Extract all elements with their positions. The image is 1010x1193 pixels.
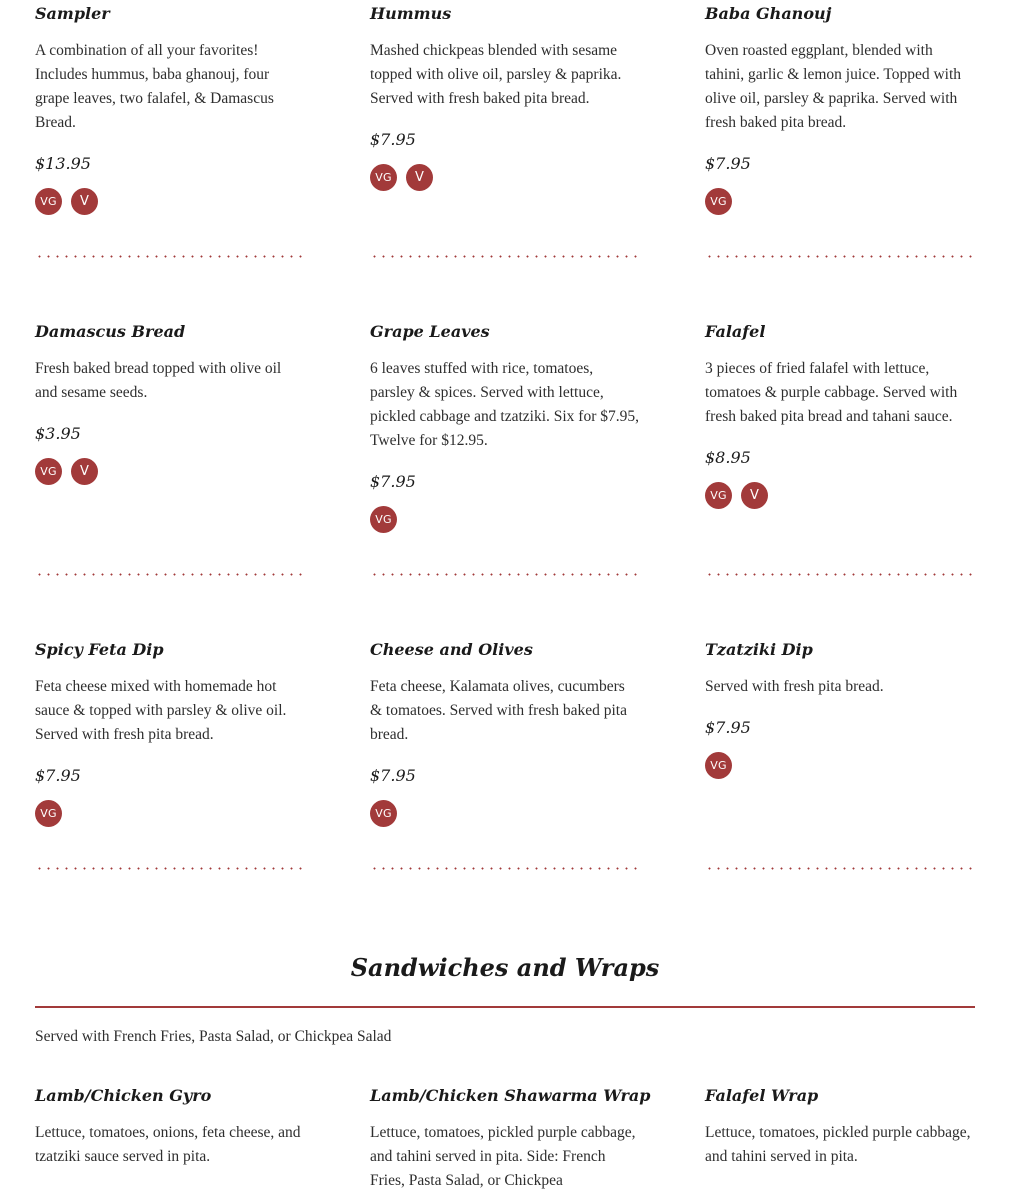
menu-item-hummus [370, 0, 640, 191]
item-description: 6 leaves stuffed with rice, tomatoes, parsley & spices. Served with lettuce, pickled cabbage and tzatziki. Six for $7.95, Twelve for $12.95. [370, 360, 640, 449]
item-price: $3.95 [35, 424, 81, 443]
item-description: Mashed chickpeas blended with sesame topped with olive oil, parsley & paprika. Served with fresh baked pita bread. [370, 42, 622, 107]
item-name: Hummus [370, 4, 452, 23]
item-description: Lettuce, tomatoes, pickled purple cabbage, and tahini served in pita. Side: French Fries, Pasta Salad, or Chickpea [370, 1124, 636, 1189]
item-price: $7.95 [705, 718, 751, 737]
item-price: $7.95 [370, 472, 416, 491]
dotted-divider [35, 867, 305, 870]
diet-badges [705, 188, 975, 215]
item-price: $7.95 [705, 154, 751, 173]
item-description: 3 pieces of fried falafel with lettuce, tomatoes & purple cabbage. Served with fresh baked pita bread and tahani sauce. [705, 360, 958, 425]
vegan-badge: V [741, 482, 768, 509]
item-name: Tzatziki Dip [705, 640, 813, 659]
vegetarian-badge: VG [705, 482, 732, 509]
diet-badges [370, 164, 640, 191]
diet-badges [705, 752, 975, 779]
section-divider [35, 1006, 975, 1008]
section-note: Served with French Fries, Pasta Salad, or Chickpea Salad [35, 1028, 392, 1045]
vegetarian-badge: VG [370, 164, 397, 191]
item-name: Baba Ghanouj [705, 4, 832, 23]
dotted-divider [370, 867, 640, 870]
item-name: Grape Leaves [370, 322, 490, 341]
section-title: Sandwiches and Wraps [350, 953, 660, 982]
item-name: Sampler [35, 4, 110, 23]
vegetarian-badge: VG [370, 506, 397, 533]
dotted-divider [705, 573, 975, 576]
menu-item-spicy-feta-dip [35, 636, 305, 827]
vegan-badge: V [406, 164, 433, 191]
menu-item-falafel [705, 318, 975, 509]
vegan-badge: V [71, 458, 98, 485]
dotted-divider [35, 573, 305, 576]
vegetarian-badge: VG [35, 458, 62, 485]
dotted-divider [370, 573, 640, 576]
item-price: $7.95 [35, 766, 81, 785]
menu-item-shawarma-wrap [370, 1082, 651, 1193]
diet-badges [35, 800, 305, 827]
dotted-divider [35, 255, 305, 258]
item-description: Served with fresh pita bread. [705, 678, 884, 695]
item-description: Fresh baked bread topped with olive oil and sesame seeds. [35, 360, 282, 401]
item-description: Lettuce, tomatoes, pickled purple cabbage, and tahini served in pita. [705, 1124, 971, 1165]
item-name: Cheese and Olives [370, 640, 533, 659]
item-description: Lettuce, tomatoes, onions, feta cheese, and tzatziki sauce served in pita. [35, 1124, 301, 1165]
menu-item-cheese-and-olives [370, 636, 640, 827]
item-description: Oven roasted eggplant, blended with tahini, garlic & lemon juice. Topped with olive oil, parsley & paprika. Served with fresh baked pita bread. [705, 42, 962, 131]
dotted-divider [370, 255, 640, 258]
item-name: Lamb/Chicken Shawarma Wrap [370, 1086, 651, 1105]
vegetarian-badge: VG [370, 800, 397, 827]
vegetarian-badge: VG [705, 188, 732, 215]
diet-badges [35, 188, 305, 215]
vegan-badge: V [71, 188, 98, 215]
item-price: $7.95 [370, 766, 416, 785]
item-price: $8.95 [705, 448, 751, 467]
menu-item-gyro [35, 1082, 305, 1169]
dotted-divider [705, 867, 975, 870]
item-name: Falafel Wrap [705, 1086, 819, 1105]
menu-item-grape-leaves [370, 318, 640, 533]
menu-item-damascus-bread [35, 318, 305, 485]
vegetarian-badge: VG [35, 800, 62, 827]
item-name: Falafel [705, 322, 766, 341]
item-price: $13.95 [35, 154, 91, 173]
item-description: Feta cheese mixed with homemade hot sauce & topped with parsley & olive oil. Served with fresh pita bread. [35, 678, 287, 743]
item-description: Feta cheese, Kalamata olives, cucumbers & tomatoes. Served with fresh baked pita bread. [370, 678, 627, 743]
item-name: Lamb/Chicken Gyro [35, 1086, 212, 1105]
item-description: A combination of all your favorites! Includes hummus, baba ghanouj, four grape leaves, two falafel, & Damascus Bread. [35, 42, 274, 131]
menu-item-tzatziki-dip [705, 636, 975, 779]
dotted-divider [705, 255, 975, 258]
menu-item-baba-ghanouj [705, 0, 975, 215]
vegetarian-badge: VG [705, 752, 732, 779]
diet-badges [370, 800, 640, 827]
item-name: Damascus Bread [35, 322, 186, 341]
vegetarian-badge: VG [35, 188, 62, 215]
menu-item-sampler [35, 0, 305, 215]
item-name: Spicy Feta Dip [35, 640, 164, 659]
item-price: $7.95 [370, 130, 416, 149]
diet-badges [35, 458, 305, 485]
diet-badges [370, 506, 640, 533]
menu-item-falafel-wrap [705, 1082, 975, 1169]
diet-badges [705, 482, 975, 509]
